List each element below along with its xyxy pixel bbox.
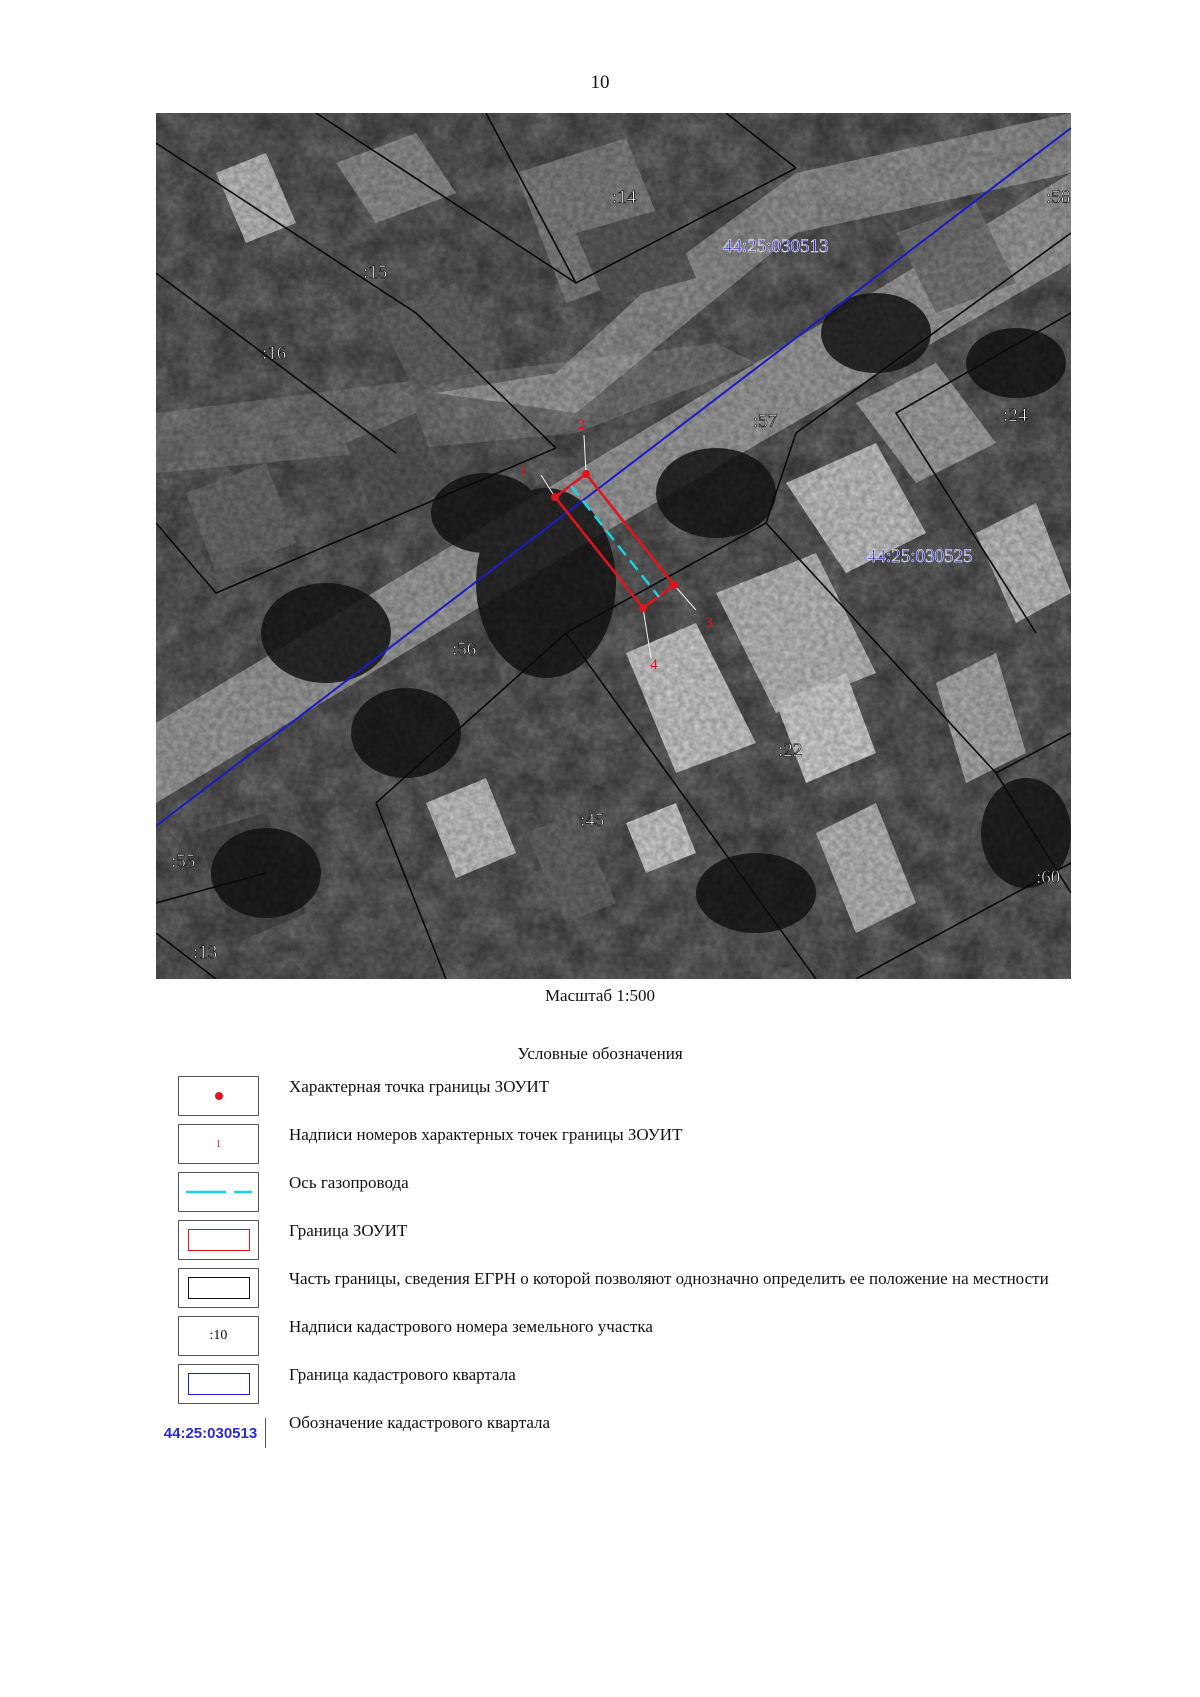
- legend-sample-gas-axis: [178, 1172, 259, 1212]
- legend-sample-point: [178, 1076, 259, 1116]
- legend-text-cadastral-number: Надписи кадастрового номера земельного участка: [289, 1317, 653, 1336]
- blue-rectangle-icon: [188, 1373, 250, 1395]
- quarter-label-030513: 44:25:030513: [723, 236, 829, 257]
- parcel-label-57: :57: [753, 411, 778, 432]
- legend-title: Условные обозначения: [517, 1044, 683, 1063]
- dashed-line-icon: [184, 1189, 254, 1195]
- page-number: 10: [590, 72, 610, 93]
- parcel-label-15: :15: [363, 262, 388, 283]
- parcel-label-22: :22: [778, 740, 803, 761]
- parcel-label-60: :60: [1036, 867, 1061, 888]
- point-number-4: 4: [650, 657, 658, 673]
- red-dot-icon: [215, 1092, 223, 1100]
- quarter-label-030525: 44:25:030525: [867, 546, 973, 567]
- map-scale: Масштаб 1:500: [544, 986, 656, 1005]
- parcel-label-45: :45: [580, 810, 605, 831]
- parcel-label-14: :14: [612, 187, 637, 208]
- legend-sample-quarter-boundary: [178, 1364, 259, 1404]
- legend-sample-cadastral-number: [178, 1316, 259, 1356]
- legend-sample-zouit: [178, 1220, 259, 1260]
- point-number-1: 1: [519, 463, 527, 479]
- legend-text-gas-axis: Ось газопровода: [289, 1173, 409, 1192]
- parcel-label-58: :58: [1046, 187, 1071, 208]
- black-rectangle-icon: [188, 1277, 250, 1299]
- legend-text-quarter-label: Обозначение кадастрового квартала: [289, 1413, 551, 1432]
- legend-text-point-number: Надписи номеров характерных точек границы ЗОУИТ: [289, 1125, 683, 1144]
- legend-point-number-sample: 1: [216, 1138, 221, 1150]
- point-4: [639, 604, 647, 612]
- legend-text-zouit: Граница ЗОУИТ: [289, 1221, 408, 1240]
- legend-sample-parcel-boundary: [178, 1268, 259, 1308]
- legend-cadastral-sample: :10: [209, 1328, 228, 1343]
- aerial-map: [156, 113, 1071, 979]
- point-number-2: 2: [577, 417, 585, 433]
- legend-sample-point-number: [178, 1124, 259, 1164]
- legend-text-point: Характерная точка границы ЗОУИТ: [289, 1077, 550, 1096]
- legend-text-quarter-boundary: Граница кадастрового квартала: [289, 1365, 516, 1384]
- red-rectangle-icon: [188, 1229, 250, 1251]
- legend-sample-quarter-label: 44:25:030513: [156, 1418, 266, 1448]
- point-3: [670, 581, 678, 589]
- point-number-3: 3: [705, 615, 713, 631]
- parcel-label-56: :56: [452, 639, 477, 660]
- point-1: [551, 493, 559, 501]
- point-2: [582, 470, 590, 478]
- parcel-label-13: :13: [193, 942, 218, 963]
- parcel-label-55: :55: [171, 851, 196, 872]
- parcel-label-24: :24: [1003, 405, 1028, 426]
- legend-text-parcel-boundary: Часть границы, сведения ЕГРН о которой позволяют однозначно определить ее положение на местности: [289, 1269, 1049, 1288]
- parcel-label-16: :16: [262, 343, 287, 364]
